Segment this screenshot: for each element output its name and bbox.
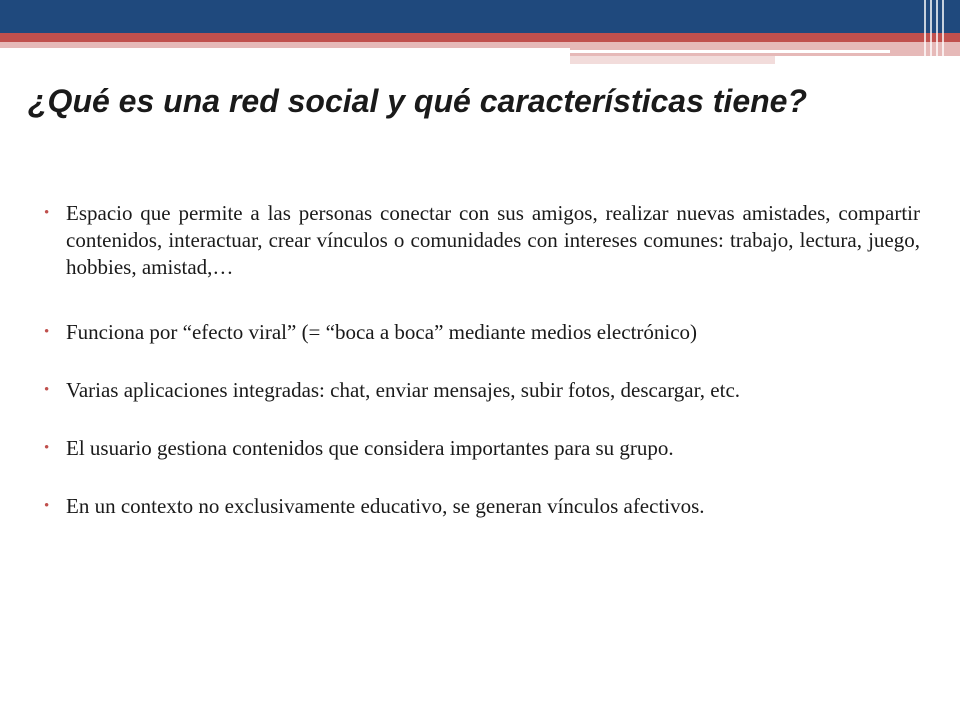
bullet-icon: •: [44, 324, 50, 340]
bullet-text: Varias aplicaciones integradas: chat, enviar mensajes, subir fotos, descargar, etc.: [66, 378, 741, 402]
bullet-item: [44, 435, 920, 462]
bullet-icon: •: [44, 205, 50, 221]
bullet-icon: •: [44, 498, 50, 514]
header-band-navy: [0, 0, 960, 33]
bullet-item: [44, 493, 920, 520]
header-corner-lines: [920, 0, 960, 64]
bullet-icon: •: [44, 382, 50, 398]
bullet-text: Funciona por “efecto viral” (= “boca a boca” mediante medios electrónico): [66, 320, 698, 344]
bullet-text: Espacio que permite a las personas conectar con sus amigos, realizar nuevas amistades, compartir contenidos, interactuar, crear vínculos o comunidades con intereses comunes: trabajo, lectura, juego, hobbies, amistad,…: [66, 201, 920, 279]
bullet-text: El usuario gestiona contenidos que considera importantes para su grupo.: [66, 436, 674, 460]
header-accent-bar-light: [570, 56, 775, 64]
bullet-list: [44, 200, 920, 520]
slide-title: ¿Qué es una red social y qué características tiene?: [28, 83, 807, 119]
header-accent-line: [570, 50, 890, 53]
bullet-text: En un contexto no exclusivamente educativo, se generan vínculos afectivos.: [66, 494, 705, 518]
bullet-item: [44, 319, 920, 346]
bullet-item: [44, 200, 920, 281]
bullet-item: [44, 377, 920, 404]
header-band-red: [0, 33, 960, 42]
bullet-icon: •: [44, 440, 50, 456]
